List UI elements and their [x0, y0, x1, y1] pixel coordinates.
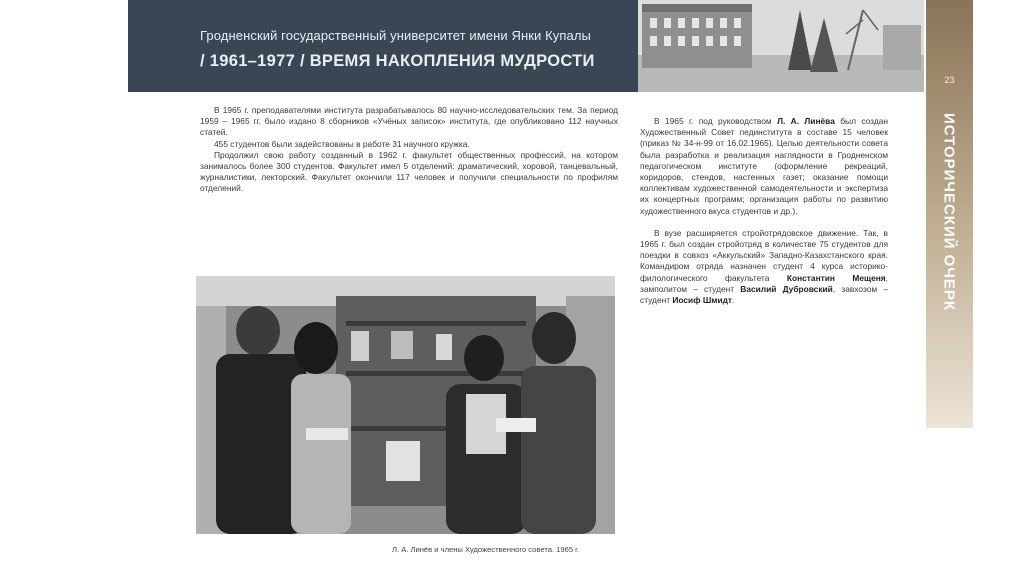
text-span: В 1965 г. под руководством: [654, 116, 772, 126]
page-number: 23: [944, 75, 955, 85]
text-column-left: [200, 105, 618, 195]
group-photo-illustration: [196, 276, 615, 534]
header-building-photo: [638, 0, 924, 92]
text-span: В вузе расширяется стройотрядовское движение. Так, в 1965 г. был создан стройотряд в количестве 75 студентов для поездки в совхоз «Аккульский» Западно-Казахстанского края. Командиром отряда назначен студент 4 курса историко-филологического факультета: [640, 227, 888, 283]
archive-photo: [196, 276, 615, 534]
section-title-vertical: ИСТОРИЧЕСКИЙ ОЧЕРК: [940, 112, 958, 312]
period-title: / 1961–1977 / ВРЕМЯ НАКОПЛЕНИЯ МУДРОСТИ: [200, 52, 595, 70]
person-name: Константин Мещеня: [786, 272, 886, 283]
paragraph: [640, 116, 888, 217]
paragraph: Продолжил свою работу созданный в 1962 г. факультет общественных профессий, на котором занималось более 300 студентов. Факультет имел 5 отделений: драматический, хоровой, танцевальный, журналистики, лекторский. Факультет окончили 117 человек и получили специальности по профилям отделений.: [200, 149, 618, 194]
paragraph: 455 студентов были задействованы в работе 31 научного кружка.: [214, 138, 470, 149]
university-title: Гродненский государственный университет имени Янки Купалы: [200, 28, 591, 43]
paragraph: В 1965 г. преподавателями института разрабатывалось 80 научно-исследовательских тем. За период 1959 – 1965 гг. было издано 8 сборников «Учёных записок» института, где опубликовано 112 научных статей.: [200, 105, 618, 138]
paragraph: [640, 228, 888, 306]
header-banner: [128, 0, 638, 92]
person-name: Л. А. Линёва: [777, 116, 835, 126]
person-name: Иосиф Шмидт: [672, 295, 733, 306]
text-span: был создан Художественный Совет пединститута в составе 15 человек (приказ № 34-н-99 от 16.02.1965). Целью деятельности совета была разработка и реализация наглядности в Гродненском педагогическом институте (оформление рекреаций, коридоров, стендов, настенных газет; оказание помощи коллективам художественной самодеятельности и экспертиза их концертных программ; организация работы по развитию художественного вкуса студентов и др.).: [640, 116, 889, 216]
person-name: Василий Дубровский: [740, 283, 833, 294]
photo-caption: Л. А. Линёв и члены Художественного совета. 1965 г.: [392, 545, 580, 554]
text-span: .: [732, 295, 735, 306]
text-span: , замполитом – студент: [640, 272, 888, 294]
text-column-right: [640, 116, 888, 306]
text-span: , завхозом – студент: [640, 283, 888, 306]
building-illustration: [638, 0, 924, 92]
